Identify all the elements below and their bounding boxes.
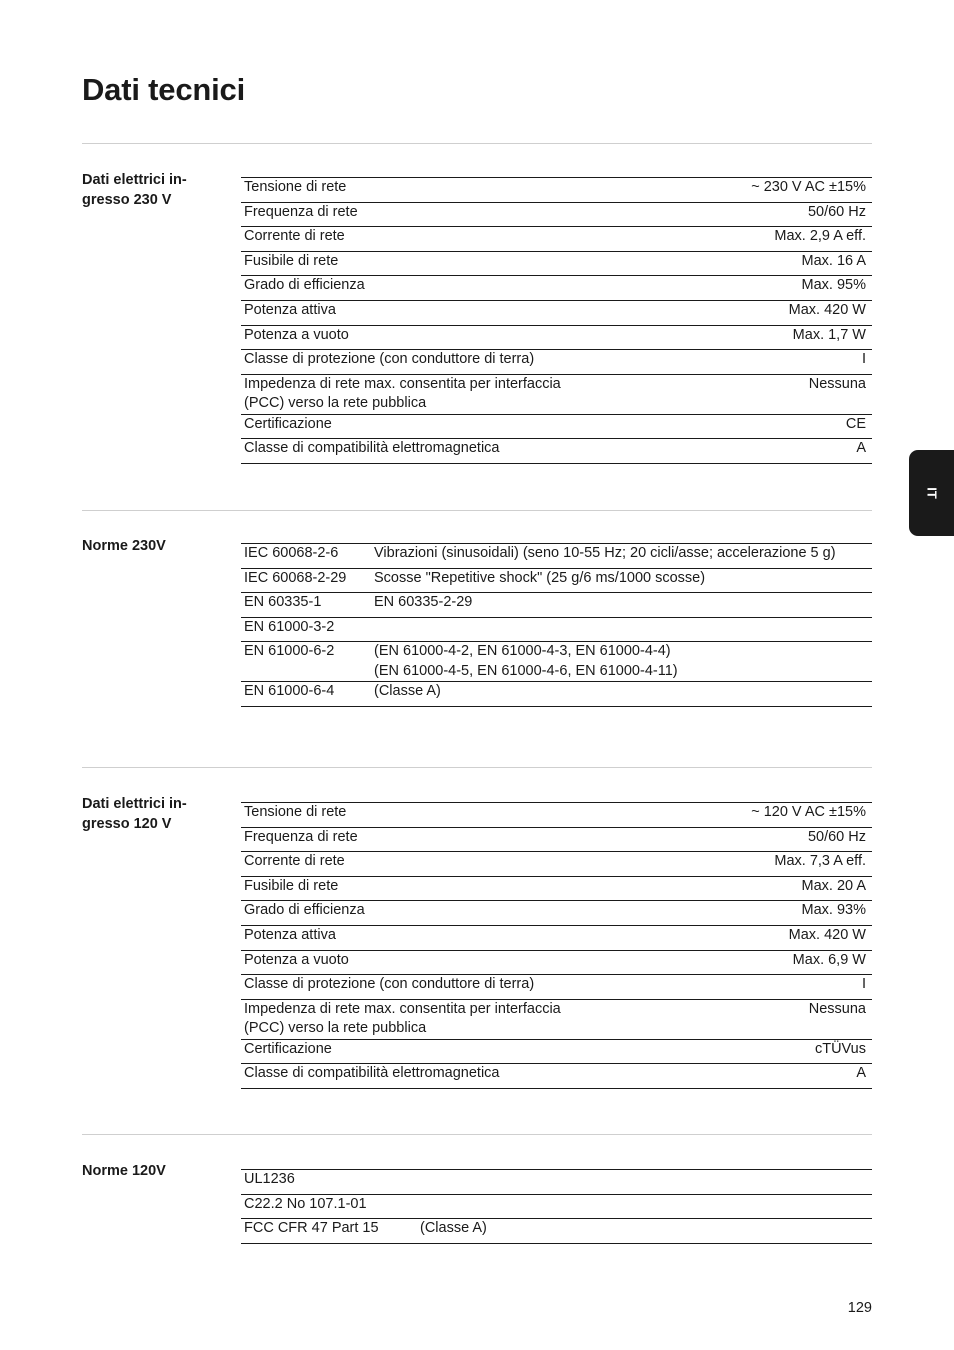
table-row: [241, 276, 872, 301]
table-row: [241, 999, 872, 1039]
spec-label: Classe di protezione (con conduttore di terra): [241, 350, 748, 375]
spec-label: Certificazione: [241, 414, 748, 439]
spec-value: Nessuna: [748, 999, 872, 1039]
spec-label: Classe di compatibilità elettromagnetica: [241, 439, 748, 464]
norm-code: EN 61000-6-4: [241, 682, 371, 707]
spec-value: Max. 95%: [748, 276, 872, 301]
spec-label: Corrente di rete: [241, 227, 748, 252]
table-row: [241, 827, 872, 852]
section-label-norms-120v: Norme 120V: [82, 1163, 166, 1179]
section-label-input-120v: Dati elettrici in- gresso 120 V: [82, 796, 187, 832]
section-divider: [82, 143, 872, 144]
table-row: [241, 325, 872, 350]
spec-label: Grado di efficienza: [241, 276, 748, 301]
table-row: [241, 439, 872, 464]
spec-label: Tensione di rete: [241, 803, 748, 828]
table-row: [241, 852, 872, 877]
spec-value: Max. 6,9 W: [748, 950, 872, 975]
table-row: [241, 617, 872, 642]
spec-value: Max. 16 A: [748, 251, 872, 276]
spec-value: CE: [748, 414, 872, 439]
spec-value: Max. 2,9 A eff.: [748, 227, 872, 252]
norm-code: C22.2 No 107.1-01: [241, 1194, 417, 1219]
spec-label: Classe di compatibilità elettromagnetica: [241, 1064, 748, 1089]
spec-value: Max. 93%: [748, 901, 872, 926]
table-row: [241, 950, 872, 975]
spec-label: Certificazione: [241, 1039, 748, 1064]
spec-value: I: [748, 975, 872, 1000]
table-row: [241, 1194, 872, 1219]
spec-value: 50/60 Hz: [748, 202, 872, 227]
norm-code: EN 61000-6-2: [241, 642, 371, 682]
table-row: [241, 178, 872, 203]
norm-description: (EN 61000-4-2, EN 61000-4-3, EN 61000-4-4) (EN 61000-4-5, EN 61000-4-6, EN 61000-4-11): [371, 642, 872, 682]
spec-value: Max. 7,3 A eff.: [748, 852, 872, 877]
norm-description: Vibrazioni (sinusoidali) (seno 10-55 Hz; 20 cicli/asse; accelerazione 5 g): [371, 544, 872, 569]
table-row: [241, 593, 872, 618]
norm-description: (Classe A): [371, 682, 872, 707]
section-divider: [82, 1134, 872, 1135]
spec-label: Fusibile di rete: [241, 251, 748, 276]
spec-value: 50/60 Hz: [748, 827, 872, 852]
norm-code: IEC 60068-2-6: [241, 544, 371, 569]
table-row: [241, 901, 872, 926]
table-row: [241, 1064, 872, 1089]
spec-value: I: [748, 350, 872, 375]
table-row: [241, 202, 872, 227]
table-row: [241, 642, 872, 682]
page-title: Dati tecnici: [82, 72, 245, 107]
norm-description: (Classe A): [417, 1219, 872, 1244]
norm-code: FCC CFR 47 Part 15: [241, 1219, 417, 1244]
norm-code: EN 60335-1: [241, 593, 371, 618]
spec-label: Potenza attiva: [241, 300, 748, 325]
table-row: [241, 251, 872, 276]
norms-table-230v: [241, 543, 872, 707]
norm-code: IEC 60068-2-29: [241, 568, 371, 593]
spec-label: Tensione di rete: [241, 178, 748, 203]
table-row: [241, 925, 872, 950]
table-row: [241, 227, 872, 252]
norm-description: EN 60335-2-29: [371, 593, 872, 618]
spec-label: Classe di protezione (con conduttore di terra): [241, 975, 748, 1000]
spec-value: Max. 420 W: [748, 300, 872, 325]
norm-code: EN 61000-3-2: [241, 617, 371, 642]
norm-code: UL1236: [241, 1170, 417, 1195]
section-label-input-230v: Dati elettrici in- gresso 230 V: [82, 172, 187, 208]
norm-description: [371, 617, 872, 642]
spec-label: Frequenza di rete: [241, 827, 748, 852]
language-tab: [909, 450, 954, 536]
table-row: [241, 544, 872, 569]
language-tab-label: IT: [924, 487, 939, 499]
spec-label: Impedenza di rete max. consentita per interfaccia (PCC) verso la rete pubblica: [241, 374, 748, 414]
spec-table-input-230v: [241, 177, 872, 464]
spec-value: cTÜVus: [748, 1039, 872, 1064]
spec-label: Frequenza di rete: [241, 202, 748, 227]
norms-table-120v: [241, 1169, 872, 1244]
spec-label: Potenza a vuoto: [241, 950, 748, 975]
spec-value: A: [748, 1064, 872, 1089]
table-row: [241, 350, 872, 375]
table-row: [241, 414, 872, 439]
spec-table-input-120v: [241, 802, 872, 1089]
table-row: [241, 975, 872, 1000]
norm-description: [417, 1170, 872, 1195]
table-row: [241, 374, 872, 414]
spec-label: Corrente di rete: [241, 852, 748, 877]
table-row: [241, 682, 872, 707]
spec-label: Grado di efficienza: [241, 901, 748, 926]
spec-value: ~ 230 V AC ±15%: [748, 178, 872, 203]
section-label-norms-230v: Norme 230V: [82, 538, 166, 554]
spec-label: Fusibile di rete: [241, 876, 748, 901]
spec-value: Max. 1,7 W: [748, 325, 872, 350]
spec-value: Max. 420 W: [748, 925, 872, 950]
table-row: [241, 300, 872, 325]
spec-label: Potenza a vuoto: [241, 325, 748, 350]
table-row: [241, 876, 872, 901]
section-divider: [82, 510, 872, 511]
spec-label: Impedenza di rete max. consentita per interfaccia (PCC) verso la rete pubblica: [241, 999, 748, 1039]
table-row: [241, 1170, 872, 1195]
spec-value: A: [748, 439, 872, 464]
spec-value: Max. 20 A: [748, 876, 872, 901]
norm-description: Scosse "Repetitive shock" (25 g/6 ms/1000 scosse): [371, 568, 872, 593]
table-row: [241, 1039, 872, 1064]
norm-description: [417, 1194, 872, 1219]
table-row: [241, 568, 872, 593]
spec-value: Nessuna: [748, 374, 872, 414]
section-divider: [82, 767, 872, 768]
page-number: 129: [847, 1300, 872, 1316]
table-row: [241, 1219, 872, 1244]
spec-value: ~ 120 V AC ±15%: [748, 803, 872, 828]
table-row: [241, 803, 872, 828]
spec-label: Potenza attiva: [241, 925, 748, 950]
